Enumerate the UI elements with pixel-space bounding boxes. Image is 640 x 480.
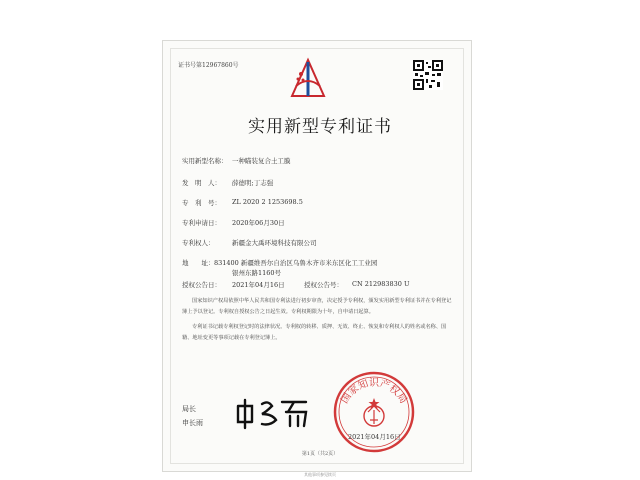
svg-text:国家知识产权局: 国家知识产权局 bbox=[339, 378, 409, 406]
inventor-label: 发 明 人： bbox=[182, 179, 221, 187]
official-seal-icon bbox=[332, 370, 416, 454]
certificate-paragraph-2: 专利证书记载专利权登记时的法律状况。专利权的转移、质押、无效、终止、恢复和专利权人的姓名或名称、国籍、地址变更等事项记载在专利登记簿上。 bbox=[182, 324, 447, 341]
filing-date-value: 2020年06月30日 bbox=[232, 219, 285, 227]
seal-date: 2021年04月16日 bbox=[348, 433, 401, 441]
certificate-border bbox=[170, 48, 464, 464]
patentee-label: 专利权人： bbox=[182, 239, 215, 247]
handwritten-signature bbox=[232, 392, 312, 432]
director-title-label: 局长 bbox=[182, 405, 196, 413]
certificate-title: 实用新型专利证书 bbox=[248, 117, 392, 137]
patent-number-label: 专 利 号： bbox=[182, 199, 221, 207]
inventor-value: 薛德明;丁志强 bbox=[232, 179, 274, 187]
grant-number-value: CN 212983830 U bbox=[352, 280, 410, 288]
director-name-label: 申长雨 bbox=[182, 419, 203, 427]
cnipa-logo-icon bbox=[286, 56, 330, 100]
model-name-label: 实用新型名称： bbox=[182, 157, 228, 165]
grant-date-label: 授权公告日： bbox=[182, 281, 221, 289]
patent-number-value: ZL 2020 2 1253698.5 bbox=[232, 198, 303, 206]
footer-note: 其他事项参见续页 bbox=[304, 472, 336, 477]
grant-number-label: 授权公告号： bbox=[304, 281, 343, 289]
certificate-paragraph-1: 国家知识产权局依照中华人民共和国专利法进行初步审查，决定授予专利权，颁发实用新型专利证书并在专利登记簿上予以登记。专利权自授权公告之日起生效。专利权期限为十年，自申请日起算。 bbox=[182, 298, 452, 315]
certificate-number: 证书号第12967860号 bbox=[178, 62, 239, 69]
filing-date-label: 专利申请日： bbox=[182, 219, 221, 227]
qr-code-icon bbox=[413, 60, 443, 90]
grant-date-value: 2021年04月16日 bbox=[232, 281, 285, 289]
patentee-value: 新疆金大禹环境科技有限公司 bbox=[232, 239, 317, 247]
address-line-1: 831400 新疆维吾尔自治区乌鲁木齐市米东区化工工业园 bbox=[214, 259, 378, 267]
address-label: 地 址： bbox=[182, 259, 215, 267]
page-number: 第1页（共2页） bbox=[301, 451, 339, 457]
model-name-value: 一种瞄装复合土工膜 bbox=[232, 157, 291, 165]
address-line-2: 银州东路1160号 bbox=[232, 269, 282, 277]
